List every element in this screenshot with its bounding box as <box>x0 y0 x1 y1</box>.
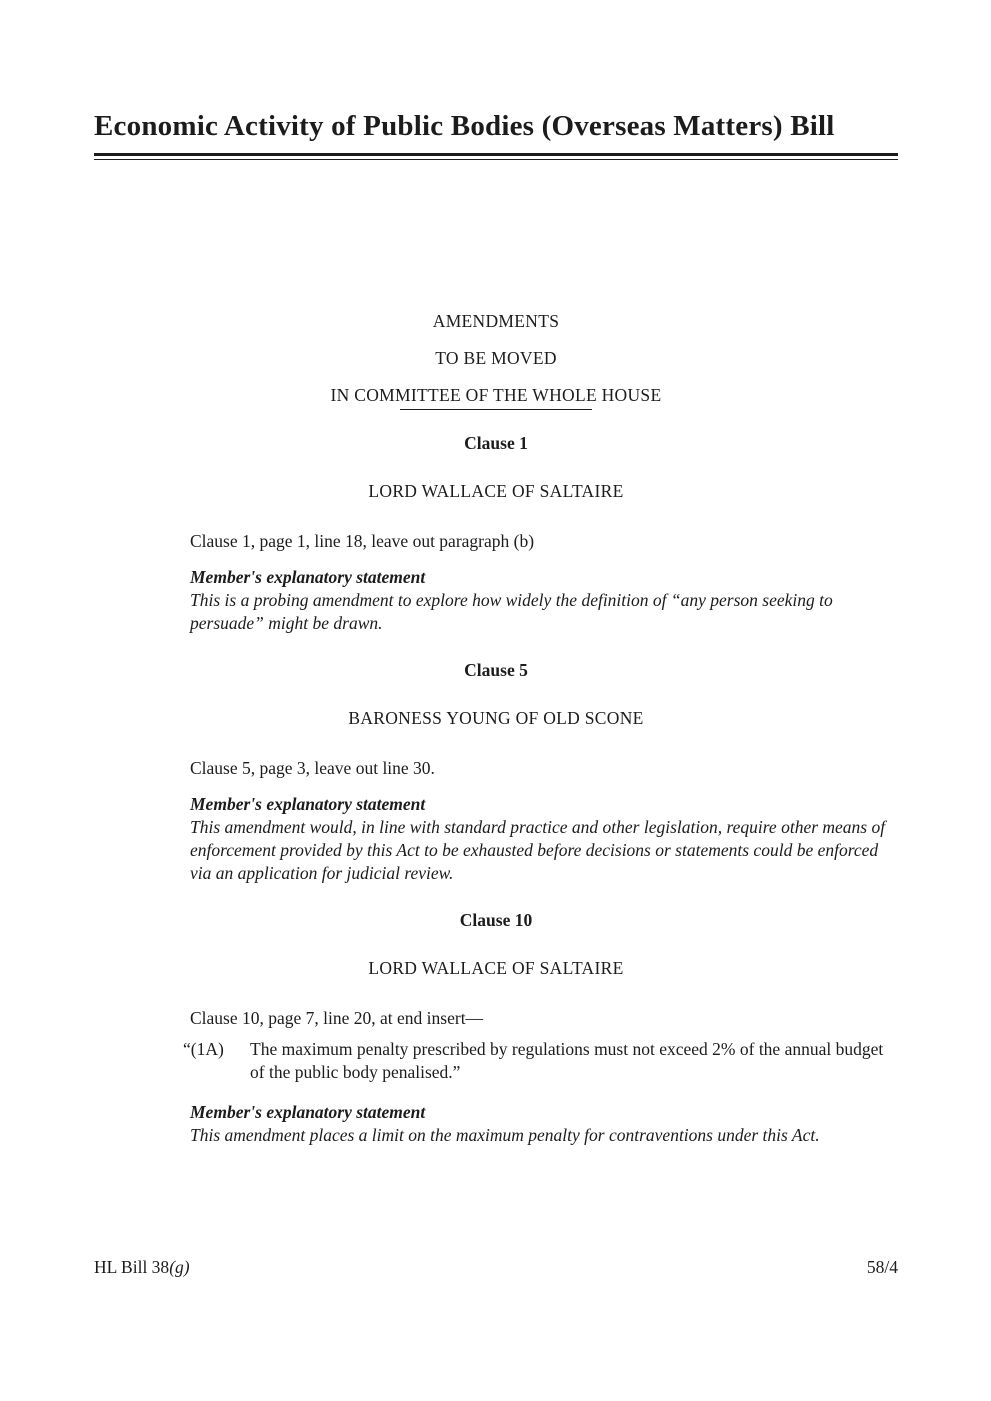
preamble-line-committee: IN COMMITTEE OF THE WHOLE HOUSE <box>330 385 662 405</box>
inserted-amendment-text <box>183 1038 898 1084</box>
clause-5-section <box>94 659 898 885</box>
footer-bill-number-suffix: (g) <box>169 1257 190 1277</box>
mover-name: BARONESS YOUNG OF OLD SCONE <box>348 708 644 728</box>
mover-name: LORD WALLACE OF SALTAIRE <box>368 958 624 978</box>
explanatory-statement-text: This amendment would, in line with standard practice and other legislation, require other means of enforcement provided by this Act to be exhausted before decisions or statements could be enforced via an application for judicial review. <box>190 817 886 883</box>
explanatory-statement-text: This amendment places a limit on the maximum penalty for contraventions under this Act. <box>190 1125 820 1145</box>
page-footer <box>94 1256 898 1279</box>
explanatory-statement-label: Member's explanatory statement <box>190 794 426 814</box>
title-block <box>94 108 898 160</box>
amendment-instruction: Clause 5, page 3, leave out line 30. <box>190 758 435 778</box>
inserted-subsection-text: The maximum penalty prescribed by regulations must not exceed 2% of the annual budget of the public body penalised.” <box>250 1039 884 1082</box>
clause-heading: Clause 10 <box>459 910 533 930</box>
amendment-instruction: Clause 10, page 7, line 20, at end insert— <box>190 1008 484 1028</box>
preamble-line-to-be-moved: TO BE MOVED <box>435 348 557 368</box>
clause-10-section <box>94 909 898 1147</box>
explanatory-statement-label: Member's explanatory statement <box>190 567 426 587</box>
preamble-block <box>94 310 898 410</box>
title-rule-thick <box>94 153 898 156</box>
title-rule-thin <box>94 159 898 160</box>
explanatory-statement-text: This is a probing amendment to explore how widely the definition of “any person seeking to persuade” might be drawn. <box>190 590 833 633</box>
clause-1-section <box>94 432 898 635</box>
mover-name: LORD WALLACE OF SALTAIRE <box>368 481 624 501</box>
inserted-subsection-marker: “(1A) <box>183 1039 224 1059</box>
explanatory-statement-label: Member's explanatory statement <box>190 1102 426 1122</box>
footer-bill-number <box>94 1256 190 1279</box>
footer-page-ref: 58/4 <box>866 1257 898 1277</box>
preamble-rule <box>400 409 592 410</box>
clause-heading: Clause 5 <box>464 660 528 680</box>
amendment-instruction: Clause 1, page 1, line 18, leave out paragraph (b) <box>190 531 535 551</box>
clause-heading: Clause 1 <box>464 433 528 453</box>
bill-title: Economic Activity of Public Bodies (Overseas Matters) Bill <box>94 110 835 142</box>
preamble-line-amendments: AMENDMENTS <box>432 311 560 331</box>
footer-bill-number-text: HL Bill 38 <box>94 1257 170 1277</box>
